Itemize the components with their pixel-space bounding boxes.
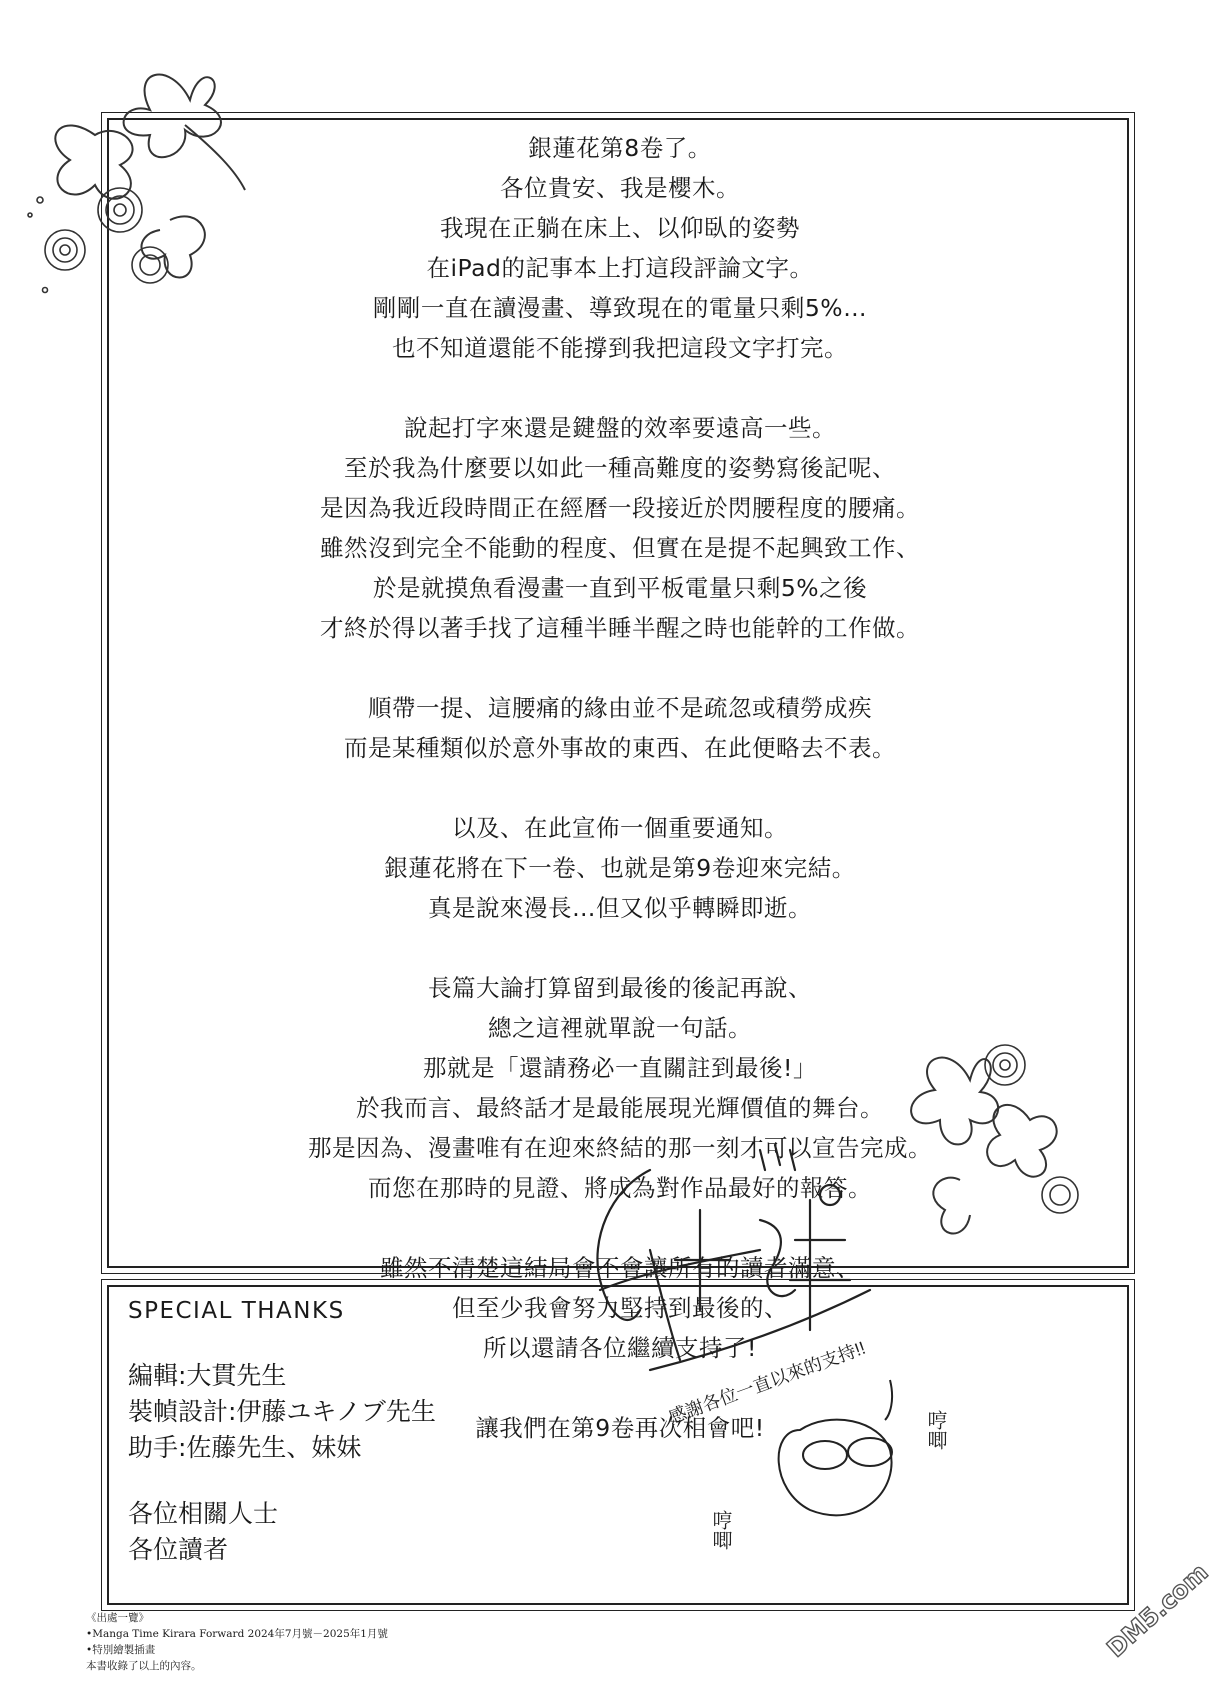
signature-doodle bbox=[590, 1130, 950, 1560]
credit-line: 編輯:大貫先生 bbox=[128, 1361, 287, 1390]
signature-message: 感謝各位一直以來的支持!! bbox=[665, 1337, 869, 1428]
source-list bbox=[86, 1610, 686, 1674]
letter-line: 讓我們在第9卷再次相會吧! bbox=[475, 1414, 765, 1442]
source-title: 《出處一覽》 bbox=[86, 1612, 149, 1624]
source-item: •Manga Time Kirara Forward 2024年7月號－2025年1月號 bbox=[86, 1628, 388, 1640]
letter-line: 那是因為、漫畫唯有在迎來終結的那一刻才可以宣告完成。 bbox=[308, 1134, 932, 1162]
letter-line: 銀蓮花將在下一卷、也就是第9卷迎來完結。 bbox=[384, 854, 856, 882]
letter-line: 說起打字來還是鍵盤的效率要遠高一些。 bbox=[404, 414, 836, 442]
watermark-text: DM5.com bbox=[1101, 1558, 1214, 1663]
paragraph bbox=[180, 128, 1060, 368]
sfx-left: 哼唧 bbox=[709, 1510, 731, 1550]
credit-line: 各位相關人士 bbox=[128, 1499, 279, 1528]
letter-line: 至於我為什麼要以如此一種高難度的姿勢寫後記呢、 bbox=[344, 454, 896, 482]
paragraph bbox=[180, 808, 1060, 928]
letter-line: 順帶一提、這腰痛的緣由並不是疏忽或積勞成疾 bbox=[368, 694, 872, 722]
letter-line: 真是說來漫長…但又似乎轉瞬即逝。 bbox=[428, 894, 812, 922]
special-thanks bbox=[128, 1290, 548, 1598]
credit-line: 裝幀設計:伊藤ユキノブ先生 bbox=[128, 1397, 436, 1426]
letter-line: 以及、在此宣佈一個重要通知。 bbox=[452, 814, 788, 842]
letter-line: 所以還請各位繼續支持了! bbox=[483, 1334, 757, 1362]
credit-line: 助手:佐藤先生、妹妹 bbox=[128, 1433, 362, 1462]
letter-line: 而您在那時的見證、將成為對作品最好的報答。 bbox=[368, 1174, 872, 1202]
letter-line: 各位貴安、我是櫻木。 bbox=[500, 174, 740, 202]
credit-line: 各位讀者 bbox=[128, 1535, 229, 1564]
letter-line: 在iPad的記事本上打這段評論文字。 bbox=[426, 254, 814, 282]
letter-line: 剛剛一直在讀漫畫、導致現在的電量只剩5%… bbox=[372, 294, 868, 322]
paragraph bbox=[180, 688, 1060, 768]
letter-line: 總之這裡就單說一句話。 bbox=[488, 1014, 752, 1042]
paragraph bbox=[180, 408, 1060, 648]
letter-line: 銀蓮花第8卷了。 bbox=[528, 134, 712, 162]
letter-line: 而是某種類似於意外事故的東西、在此便略去不表。 bbox=[344, 734, 896, 762]
letter-line: 我現在正躺在床上、以仰臥的姿勢 bbox=[440, 214, 800, 242]
letter-line: 雖然不清楚這結局會不會讓所有的讀者滿意、 bbox=[380, 1254, 860, 1282]
letter-line: 於我而言、最終話才是最能展現光輝價值的舞台。 bbox=[356, 1094, 884, 1122]
letter-line: 雖然沒到完全不能動的程度、但實在是提不起興致工作、 bbox=[320, 534, 920, 562]
thanks-heading: SPECIAL THANKS bbox=[128, 1298, 345, 1324]
letter-line: 長篇大論打算留到最後的後記再說、 bbox=[428, 974, 812, 1002]
source-item: •特別繪製插畫 bbox=[86, 1644, 156, 1656]
credits-group bbox=[128, 1358, 548, 1466]
letter-line: 也不知道還能不能撐到我把這段文字打完。 bbox=[392, 334, 848, 362]
source-note: 本書收錄了以上的內容。 bbox=[86, 1660, 202, 1672]
letter-line: 才終於得以著手找了這種半睡半醒之時也能幹的工作做。 bbox=[320, 614, 920, 642]
letter-line: 是因為我近段時間正在經曆一段接近於閃腰程度的腰痛。 bbox=[320, 494, 920, 522]
others-group bbox=[128, 1496, 548, 1568]
sfx-right: 哼唧 bbox=[924, 1410, 946, 1450]
letter-line: 那就是「還請務必一直關註到最後!」 bbox=[423, 1054, 817, 1082]
letter-line: 於是就摸魚看漫畫一直到平板電量只剩5%之後 bbox=[372, 574, 868, 602]
letter-line: 但至少我會努力堅持到最後的、 bbox=[452, 1294, 788, 1322]
